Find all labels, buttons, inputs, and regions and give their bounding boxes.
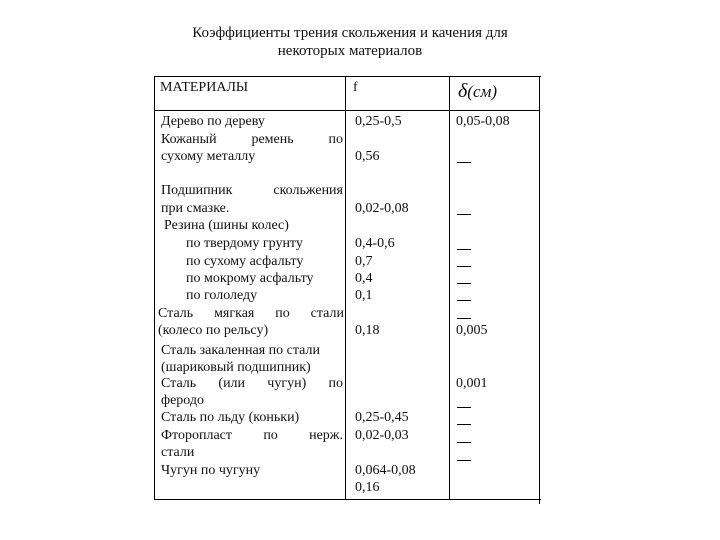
ferodo-line-1 bbox=[161, 376, 343, 392]
wood-f: 0,25-0,5 bbox=[355, 114, 402, 129]
word: Сталь bbox=[158, 306, 194, 321]
dash bbox=[457, 214, 471, 215]
page-title bbox=[150, 24, 550, 60]
word: ремень bbox=[251, 132, 294, 147]
wood-delta: 0,05-0,08 bbox=[456, 114, 510, 129]
header-divider bbox=[154, 110, 540, 111]
dash bbox=[457, 424, 471, 425]
rubber-hard-f: 0,4-0,6 bbox=[355, 236, 395, 251]
column-divider-1 bbox=[345, 76, 346, 499]
rubber-dry-f: 0,7 bbox=[355, 254, 373, 269]
rubber-ice: по гололеду bbox=[186, 288, 258, 303]
word: стали bbox=[310, 306, 344, 321]
word: Сталь bbox=[161, 376, 197, 391]
hard-line-1: Сталь закаленная по стали bbox=[161, 343, 320, 358]
leather-f: 0,56 bbox=[355, 149, 380, 164]
dash bbox=[457, 460, 471, 461]
rubber-hard: по твердому грунту bbox=[186, 236, 303, 251]
dash bbox=[457, 249, 471, 250]
mild-f: 0,18 bbox=[355, 323, 380, 338]
dash bbox=[457, 162, 471, 163]
word: чугун) bbox=[267, 376, 307, 391]
table-right-border bbox=[539, 76, 540, 504]
cast-f-1: 0,064-0,08 bbox=[355, 463, 416, 478]
column-divider-2 bbox=[449, 76, 450, 499]
word: по bbox=[275, 306, 290, 321]
dash bbox=[457, 442, 471, 443]
ptfe-f: 0,02-0,03 bbox=[355, 428, 409, 443]
word: мягкая bbox=[214, 306, 255, 321]
leather-line-2: сухому металлу bbox=[161, 149, 256, 164]
ferodo-line-2: феродо bbox=[161, 393, 205, 408]
header-delta bbox=[458, 80, 497, 103]
cast-f-2: 0,16 bbox=[355, 480, 380, 495]
cast-material: Чугун по чугуну bbox=[161, 463, 261, 478]
ptfe-line-1 bbox=[161, 428, 343, 444]
dash bbox=[457, 266, 471, 267]
bearing-line-1 bbox=[161, 183, 343, 199]
word: Фторопласт bbox=[161, 428, 233, 443]
header-f: f bbox=[353, 80, 358, 95]
word: по bbox=[263, 428, 278, 443]
rubber-wet-f: 0,4 bbox=[355, 271, 373, 286]
hard-delta: 0,001 bbox=[456, 376, 488, 391]
rubber-title: Резина (шины колес) bbox=[164, 218, 289, 233]
word: Кожаный bbox=[161, 132, 217, 147]
ptfe-line-2: стали bbox=[161, 445, 195, 460]
rubber-wet: по мокрому асфальту bbox=[186, 271, 314, 286]
bearing-f: 0,02-0,08 bbox=[355, 201, 409, 216]
ice-material: Сталь по льду (коньки) bbox=[161, 410, 300, 425]
title-line-1: Коэффициенты трения скольжения и качения для bbox=[192, 25, 508, 41]
mild-delta: 0,005 bbox=[456, 323, 488, 338]
leather-line-1 bbox=[161, 132, 343, 148]
ice-f: 0,25-0,45 bbox=[355, 410, 409, 425]
mild-line-1 bbox=[158, 306, 344, 322]
header-materials: МАТЕРИАЛЫ bbox=[160, 80, 249, 95]
word: нерж. bbox=[309, 428, 343, 443]
word: по bbox=[328, 132, 343, 147]
dash bbox=[457, 407, 471, 408]
word: скольжения bbox=[273, 183, 343, 198]
dash bbox=[457, 318, 471, 319]
dash bbox=[457, 300, 471, 301]
word: по bbox=[328, 376, 343, 391]
hard-line-2: (шариковый подшипник) bbox=[161, 360, 311, 375]
title-line-2: некоторых материалов bbox=[277, 43, 423, 59]
rubber-dry: по сухому асфальту bbox=[186, 254, 304, 269]
delta-symbol: δ bbox=[458, 80, 468, 102]
word: (или bbox=[218, 376, 246, 391]
rubber-ice-f: 0,1 bbox=[355, 288, 373, 303]
dash bbox=[457, 283, 471, 284]
delta-unit: (см) bbox=[467, 82, 498, 101]
wood-material: Дерево по дереву bbox=[161, 114, 265, 129]
bearing-line-2: при смазке. bbox=[161, 201, 230, 216]
mild-line-2: (колесо по рельсу) bbox=[158, 323, 269, 338]
word: Подшипник bbox=[161, 183, 233, 198]
